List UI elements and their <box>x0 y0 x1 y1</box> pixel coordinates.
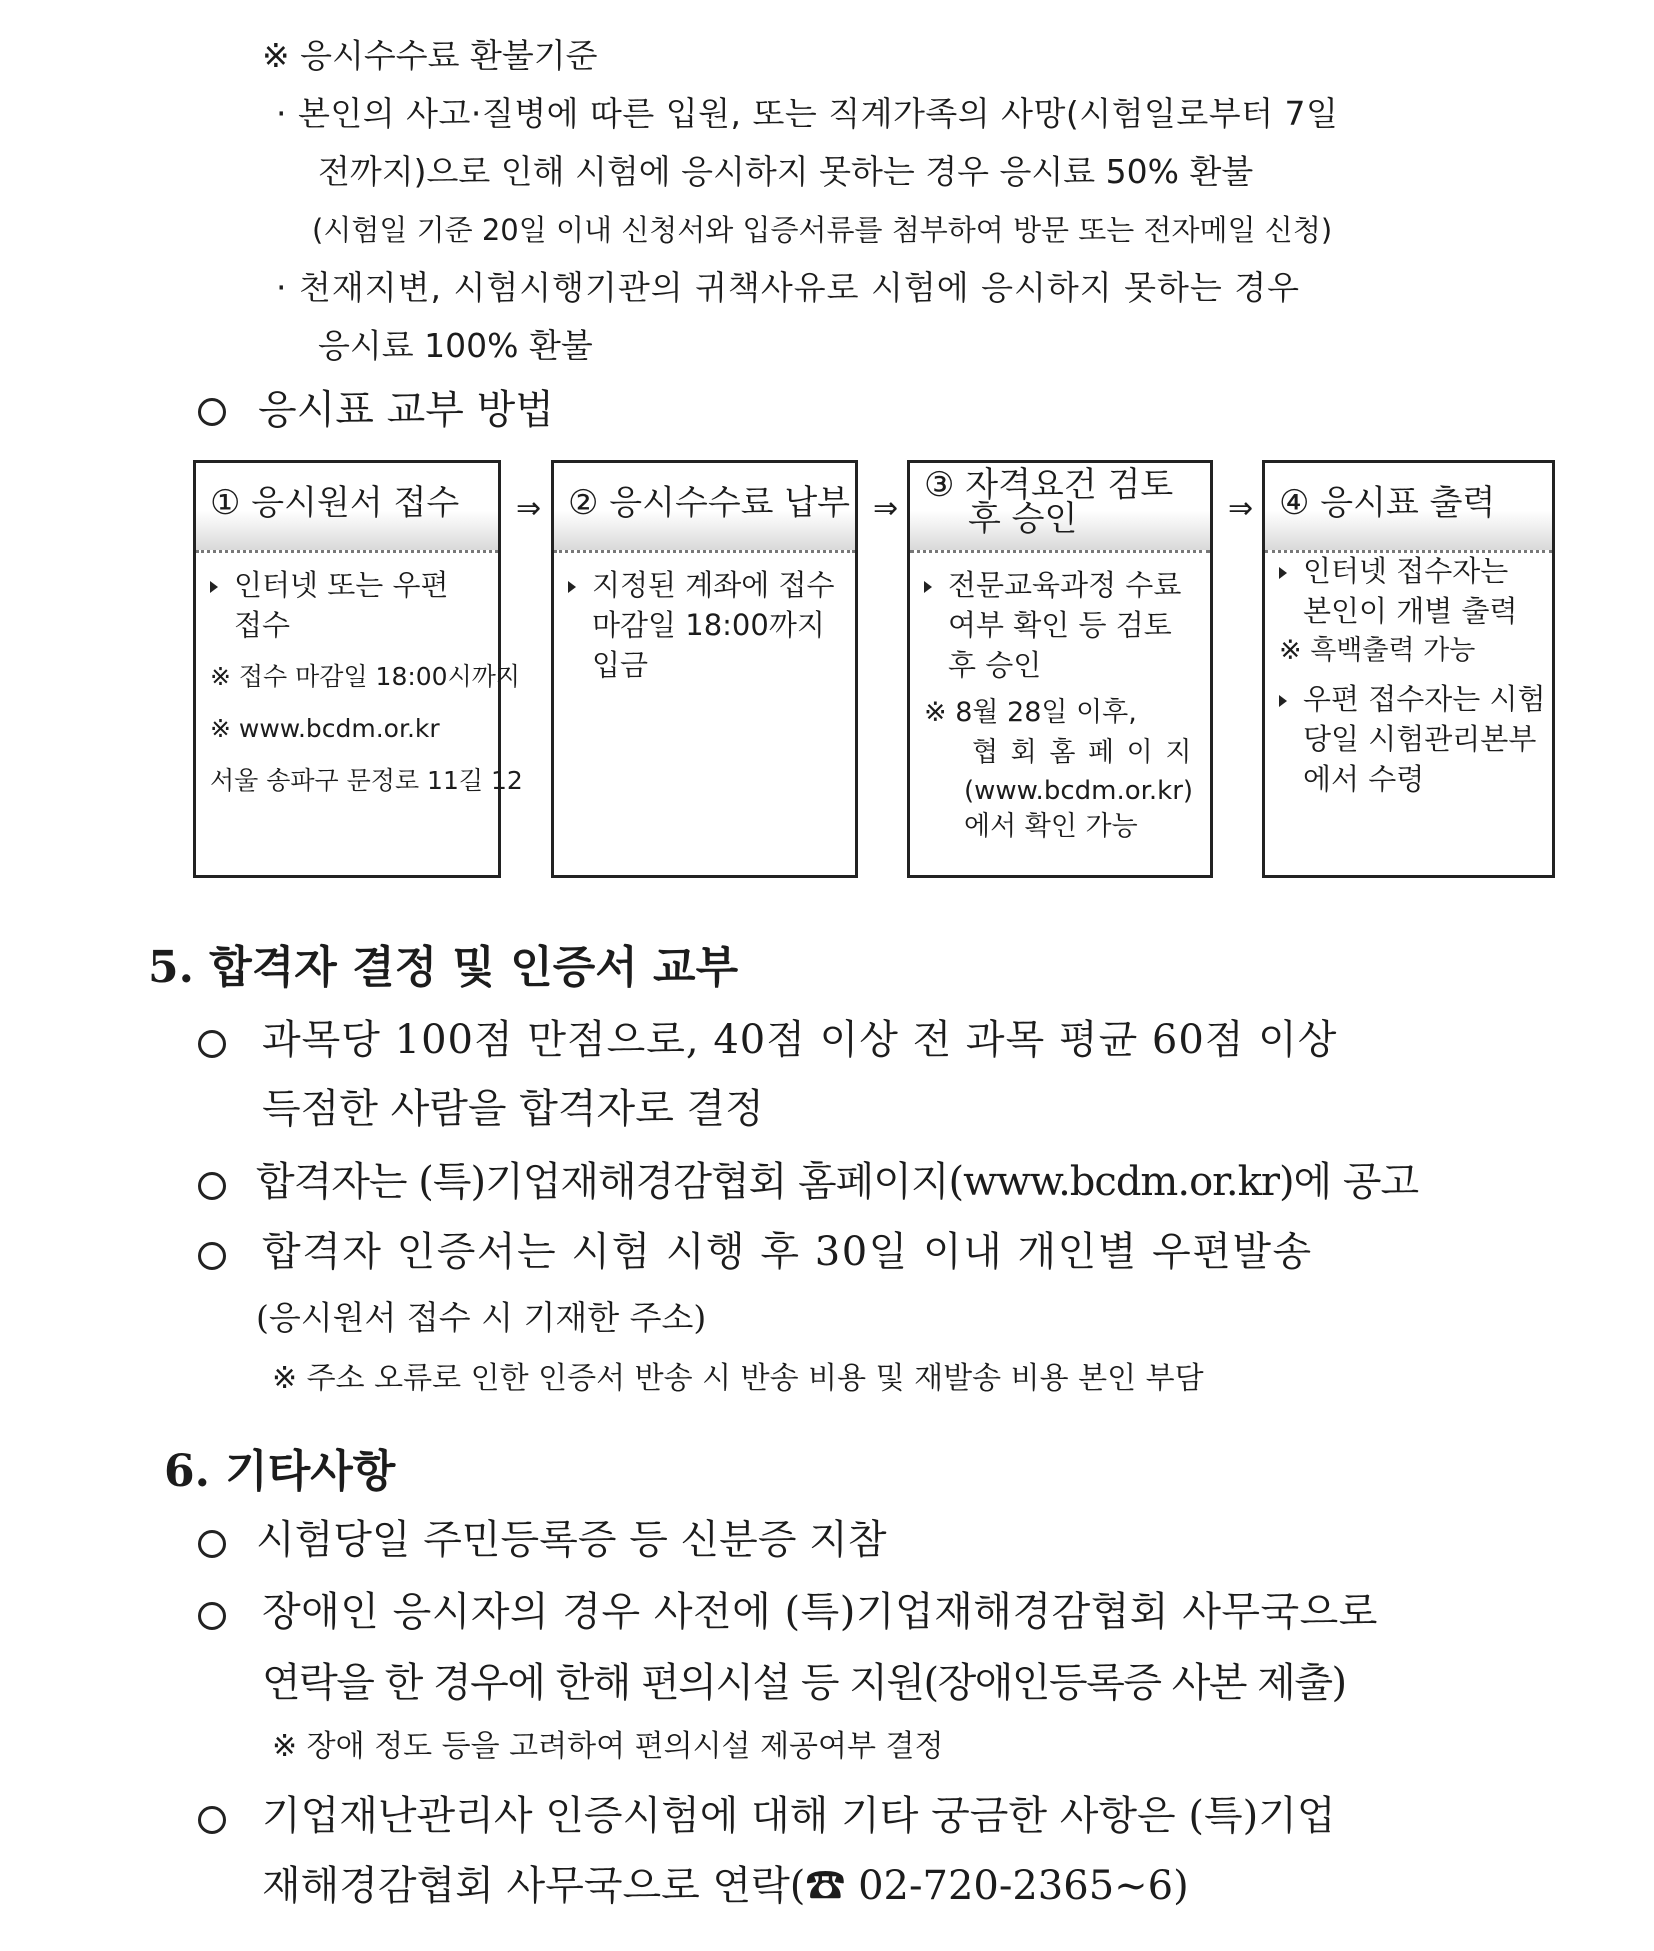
triangle-bullet-icon <box>210 581 218 593</box>
step-bullet: 전문교육과정 수료 <box>948 568 1182 602</box>
bullet-circle-icon <box>198 1172 226 1200</box>
step-note: ※ 흑백출력 가능 <box>1279 635 1476 666</box>
step-note: 협 회 홈 페 이 지 <box>972 737 1194 768</box>
bullet-circle-icon <box>198 1530 226 1558</box>
refund-title: ※ 응시수수료 환불기준 <box>262 36 598 75</box>
step-note: ※ 8월 28일 이후, <box>924 697 1137 728</box>
step-bullet: 지정된 계좌에 접수 <box>592 568 835 602</box>
step-note: (www.bcdm.or.kr) <box>964 776 1194 806</box>
refund-item1-line2: 전까지)으로 인해 시험에 응시하지 못하는 경우 응시료 50% 환불 <box>318 152 1254 191</box>
step-box-fee-payment <box>551 460 858 878</box>
section5-item1-line2: 득점한 사람을 합격자로 결정 <box>262 1086 764 1132</box>
bullet-circle-icon <box>198 1806 226 1834</box>
step-note: 서울 송파구 문정로 11길 12 <box>210 766 523 795</box>
step-title-line1: ③ 자격요건 검토 <box>924 465 1174 505</box>
step-bullet-cont: 본인이 개별 출력 <box>1303 594 1518 628</box>
section5-note: ※ 주소 오류로 인한 인증서 반송 시 반송 비용 및 재발송 비용 본인 부담 <box>272 1361 1204 1396</box>
step-note: ※ www.bcdm.or.kr <box>210 714 440 743</box>
step-bullet: 인터넷 또는 우편 <box>234 568 449 602</box>
step-bullet-cont: 에서 수령 <box>1303 762 1425 796</box>
step-bullet-cont: 여부 확인 등 검토 <box>948 608 1172 642</box>
bullet-circle-icon <box>198 1242 226 1270</box>
step-title: ④ 응시표 출력 <box>1279 483 1496 523</box>
triangle-bullet-icon <box>924 581 932 593</box>
section5-item3-line1: 합격자 인증서는 시험 시행 후 30일 이내 개인별 우편발송 <box>262 1229 1313 1275</box>
step-note: 에서 확인 가능 <box>964 811 1138 842</box>
section5-item1-line1: 과목당 100점 만점으로, 40점 이상 전 과목 평균 60점 이상 <box>262 1017 1338 1063</box>
step-note: ※ 접수 마감일 18:00시까지 <box>210 662 521 691</box>
refund-item1-line3: (시험일 기준 20일 이내 신청서와 입증서류를 첨부하여 방문 또는 전자메일 신청) <box>312 213 1333 247</box>
step-box-eligibility-review <box>907 460 1213 878</box>
step-bullet: 인터넷 접수자는 <box>1303 554 1509 588</box>
flow-arrow-icon: ⇒ <box>873 491 899 526</box>
refund-item1-line1: · 본인의 사고·질병에 따른 입원, 또는 직계가족의 사망(시험일로부터 7일 <box>276 94 1339 133</box>
step-bullet-cont: 당일 시험관리본부 <box>1303 722 1537 756</box>
step-bullet: 우편 접수자는 시험 <box>1303 682 1546 716</box>
step-title: ① 응시원서 접수 <box>210 483 460 523</box>
section6-item1: 시험당일 주민등록증 등 신분증 지참 <box>256 1517 887 1563</box>
step-bullet-cont: 마감일 18:00까지 <box>592 608 825 642</box>
refund-item2-line2: 응시료 100% 환불 <box>318 326 593 365</box>
section6-item2-line1: 장애인 응시자의 경우 사전에 (특)기업재해경감협회 사무국으로 <box>262 1589 1378 1635</box>
step-box-application <box>193 460 523 878</box>
contact-phone-number: 02-720-2365~6) <box>845 1863 1189 1909</box>
section5-item3-line2: (응시원서 접수 시 기재한 주소) <box>256 1298 707 1337</box>
step-bullet-cont: 접수 <box>234 608 291 642</box>
step-bullet-cont: 후 승인 <box>948 648 1042 682</box>
phone-icon: ☎ <box>805 1863 846 1909</box>
bullet-circle-icon <box>198 398 226 426</box>
triangle-bullet-icon <box>568 581 576 593</box>
section5-item2: 합격자는 (특)기업재해경감협회 홈페이지(www.bcdm.or.kr)에 공고 <box>256 1159 1419 1205</box>
step-bullet-cont: 입금 <box>592 648 649 682</box>
bullet-circle-icon <box>198 1602 226 1630</box>
refund-item2-line1: · 천재지변, 시험시행기관의 귀책사유로 시험에 응시하지 못하는 경우 <box>276 268 1300 307</box>
flow-arrow-icon: ⇒ <box>516 491 542 526</box>
ticket-heading: 응시표 교부 방법 <box>258 387 554 433</box>
triangle-bullet-icon <box>1279 567 1287 579</box>
section6-note: ※ 장애 정도 등을 고려하여 편의시설 제공여부 결정 <box>272 1729 944 1764</box>
section5-heading: 5. 합격자 결정 및 인증서 교부 <box>148 942 739 993</box>
step-title: ② 응시수수료 납부 <box>568 483 851 523</box>
flow-arrow-icon: ⇒ <box>1228 491 1254 526</box>
triangle-bullet-icon <box>1279 695 1287 707</box>
section6-item3-line2-text: 재해경감협회 사무국으로 연락( <box>262 1863 806 1909</box>
bullet-circle-icon <box>198 1030 226 1058</box>
step-title-line2: 후 승인 <box>968 499 1078 539</box>
section6-item3-line1: 기업재난관리사 인증시험에 대해 기타 궁금한 사항은 (특)기업 <box>262 1793 1336 1839</box>
step-box-ticket-print <box>1262 460 1555 878</box>
section6-item2-line2: 연락을 한 경우에 한해 편의시설 등 지원(장애인등록증 사본 제출) <box>262 1660 1346 1706</box>
section6-heading: 6. 기타사항 <box>164 1446 396 1497</box>
